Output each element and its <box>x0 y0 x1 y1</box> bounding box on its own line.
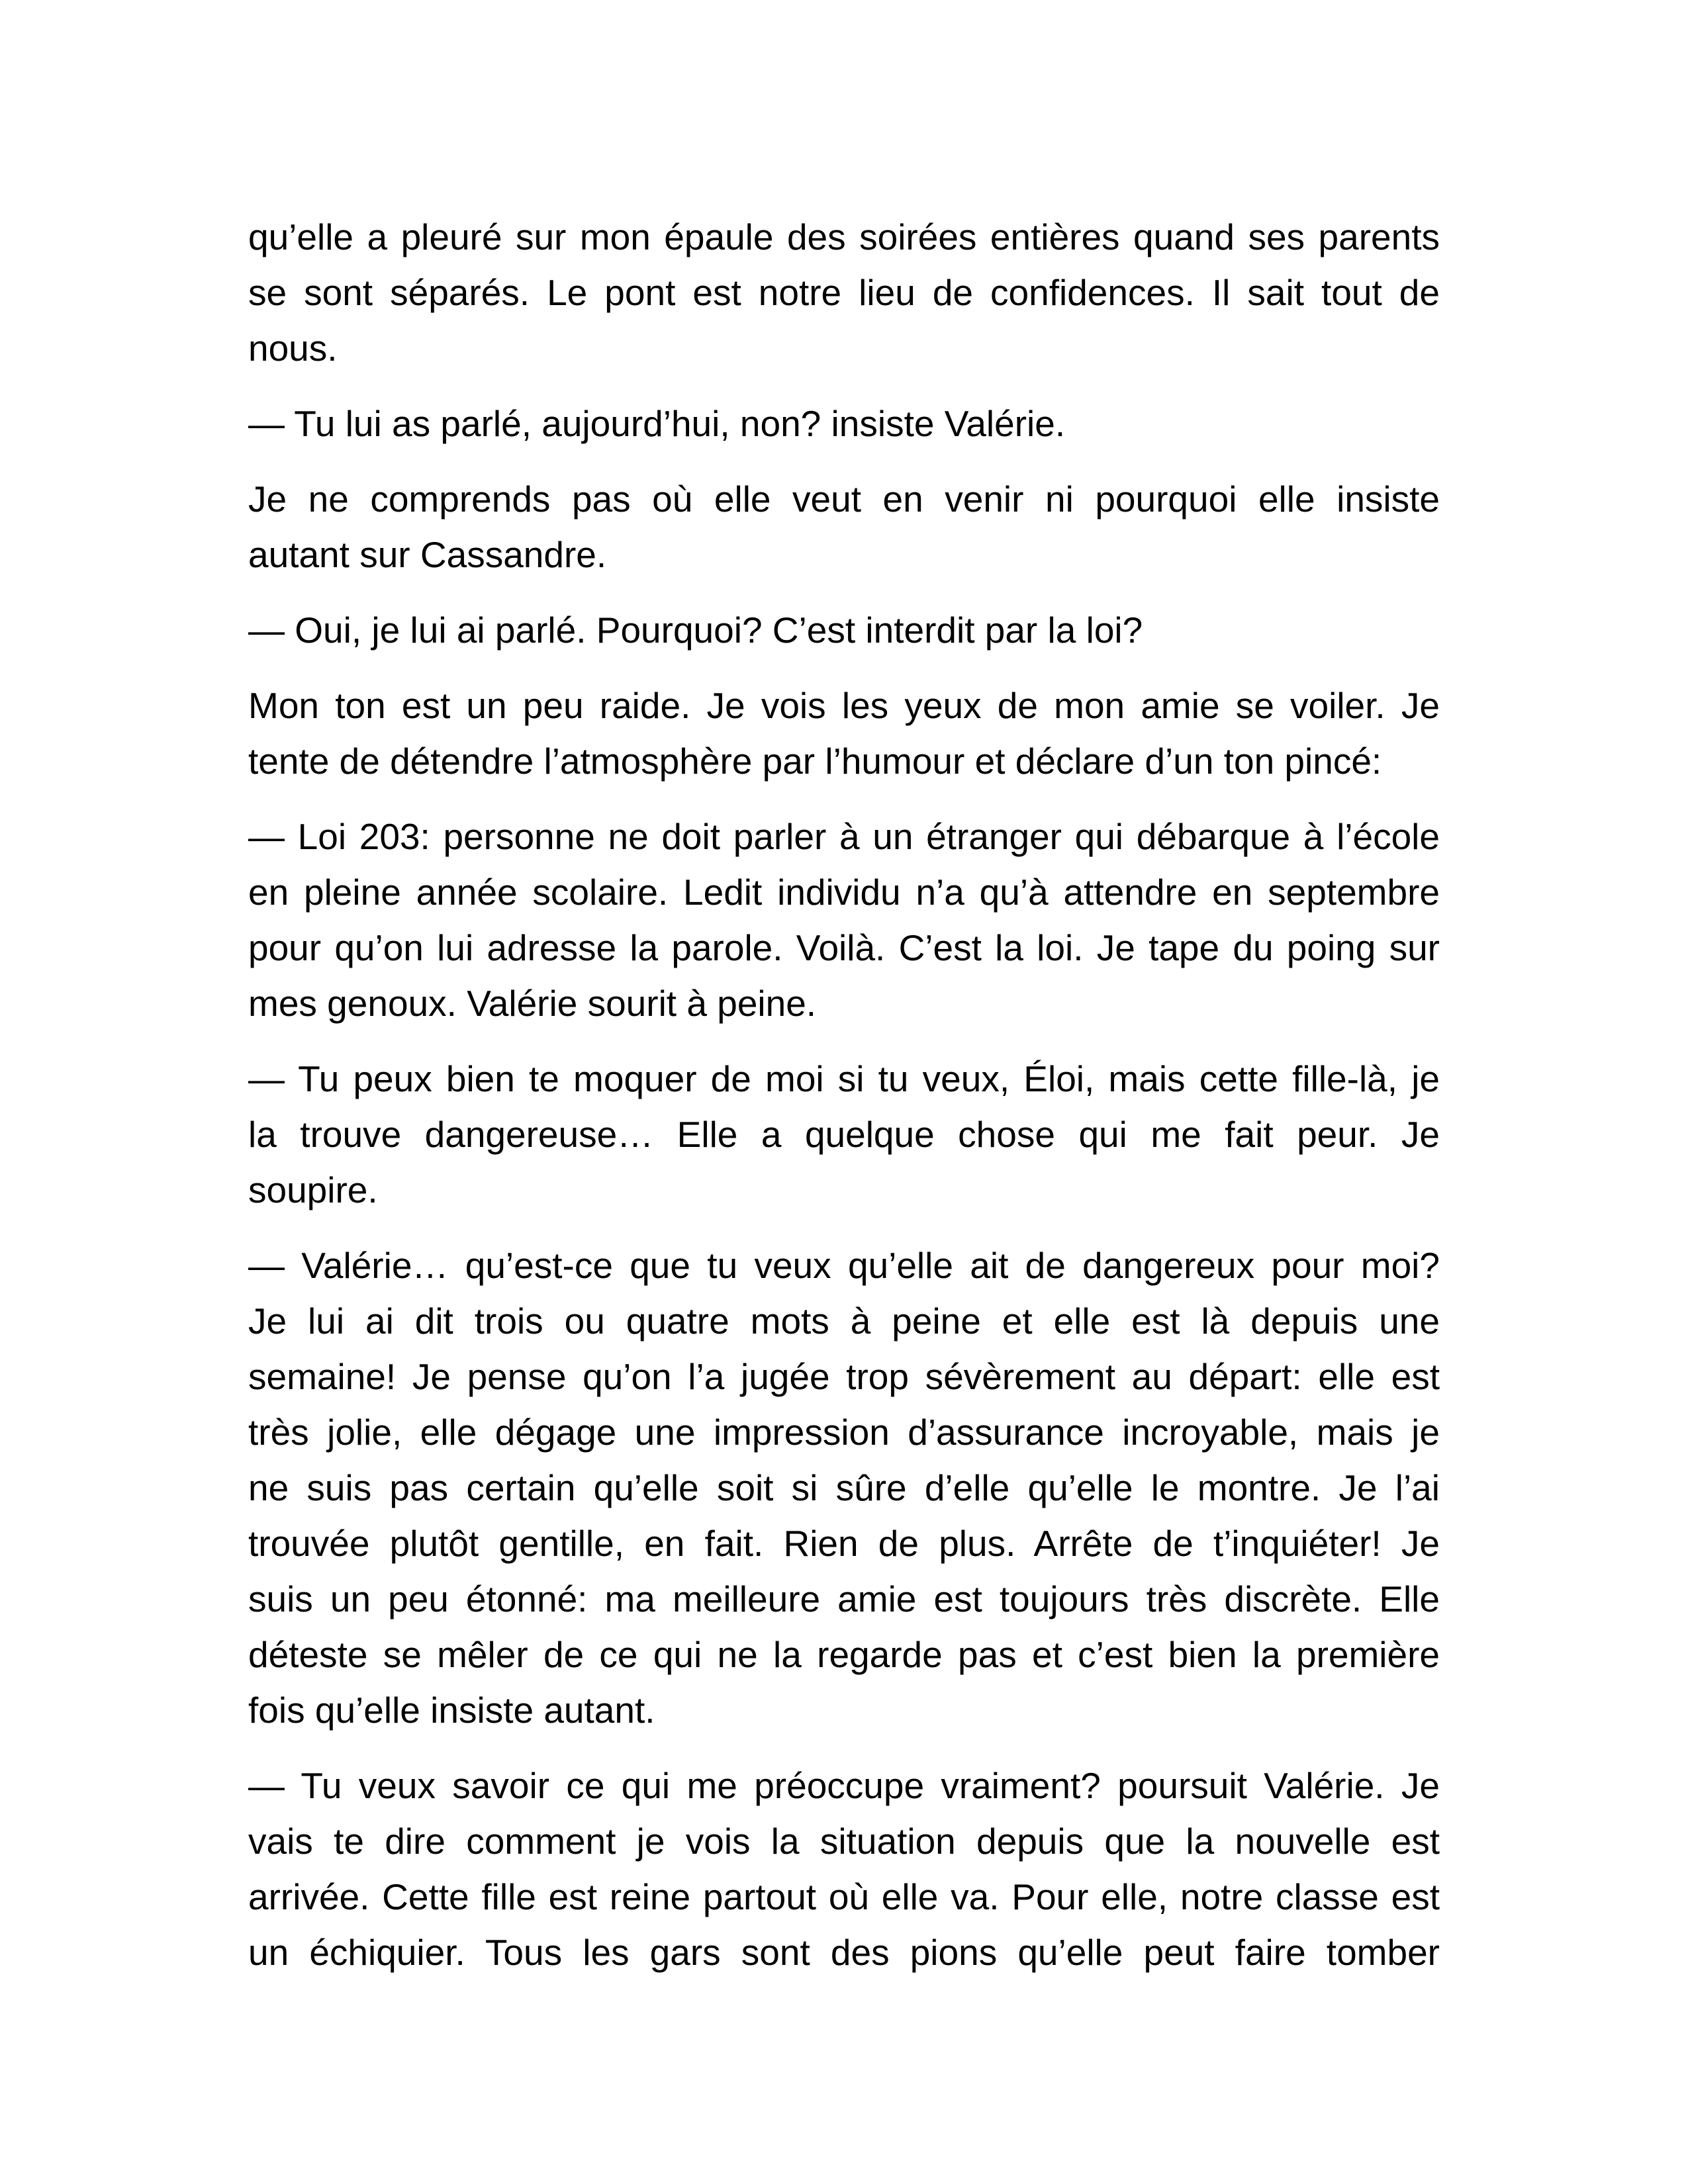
text-line: un échiquier. Tous les gars sont des pions qu’elle peut faire tomber <box>248 1932 1440 1973</box>
text-line: déteste se mêler de ce qui ne la regarde pas et c’est bien la première <box>248 1634 1440 1675</box>
text-line: mes genoux. Valérie sourit à peine. <box>248 983 817 1024</box>
text-line: trouvée plutôt gentille, en fait. Rien de plus. Arrête de t’inquiéter! Je <box>248 1523 1440 1564</box>
paragraph <box>248 1238 1440 1738</box>
paragraph <box>248 471 1440 582</box>
text-line: vais te dire comment je vois la situation depuis que la nouvelle est <box>248 1821 1440 1862</box>
text-line: en pleine année scolaire. Ledit individu n’a qu’à attendre en septembre <box>248 872 1440 913</box>
text-line: — Tu lui as parlé, aujourd’hui, non? insiste Valérie. <box>248 403 1066 444</box>
text-line: Je ne comprends pas où elle veut en venir ni pourquoi elle insiste <box>248 478 1440 520</box>
text-line: arrivée. Cette fille est reine partout où elle va. Pour elle, notre classe est <box>248 1876 1440 1917</box>
text-line: — Valérie… qu’est-ce que tu veux qu’elle ait de dangereux pour moi? <box>248 1245 1440 1286</box>
text-content <box>248 209 1440 1980</box>
text-line: qu’elle a pleuré sur mon épaule des soirées entières quand ses parents <box>248 216 1440 257</box>
text-line: soupire. <box>248 1169 378 1210</box>
text-line: — Loi 203: personne ne doit parler à un étranger qui débarque à l’école <box>248 816 1440 857</box>
paragraph <box>248 678 1440 789</box>
paragraph <box>248 396 1440 451</box>
text-line: — Oui, je lui ai parlé. Pourquoi? C’est interdit par la loi? <box>248 610 1143 651</box>
paragraph <box>248 1758 1440 1980</box>
text-line: tente de détendre l’atmosphère par l’humour et déclare d’un ton pincé: <box>248 741 1382 782</box>
text-line: se sont séparés. Le pont est notre lieu de confidences. Il sait tout de <box>248 272 1440 313</box>
text-line: suis un peu étonné: ma meilleure amie est toujours très discrète. Elle <box>248 1578 1440 1619</box>
text-line: — Tu veux savoir ce qui me préoccupe vraiment? poursuit Valérie. Je <box>248 1765 1440 1806</box>
paragraph <box>248 209 1440 376</box>
paragraph <box>248 1051 1440 1218</box>
text-line: semaine! Je pense qu’on l’a jugée trop sévèrement au départ: elle est <box>248 1356 1440 1397</box>
paragraph <box>248 602 1440 658</box>
text-line: la trouve dangereuse… Elle a quelque chose qui me fait peur. Je <box>248 1114 1440 1155</box>
text-line: Mon ton est un peu raide. Je vois les yeux de mon amie se voiler. Je <box>248 685 1440 726</box>
text-line: ne suis pas certain qu’elle soit si sûre d’elle qu’elle le montre. Je l’ai <box>248 1467 1440 1508</box>
text-line: Je lui ai dit trois ou quatre mots à peine et elle est là depuis une <box>248 1300 1440 1342</box>
text-line: — Tu peux bien te moquer de moi si tu veux, Éloi, mais cette fille-là, je <box>248 1058 1440 1099</box>
paragraph <box>248 809 1440 1031</box>
text-line: fois qu’elle insiste autant. <box>248 1690 655 1731</box>
text-line: nous. <box>248 328 338 369</box>
text-line: très jolie, elle dégage une impression d’assurance incroyable, mais je <box>248 1412 1440 1453</box>
text-line: pour qu’on lui adresse la parole. Voilà. C’est la loi. Je tape du poing sur <box>248 927 1440 968</box>
text-line: autant sur Cassandre. <box>248 534 607 575</box>
